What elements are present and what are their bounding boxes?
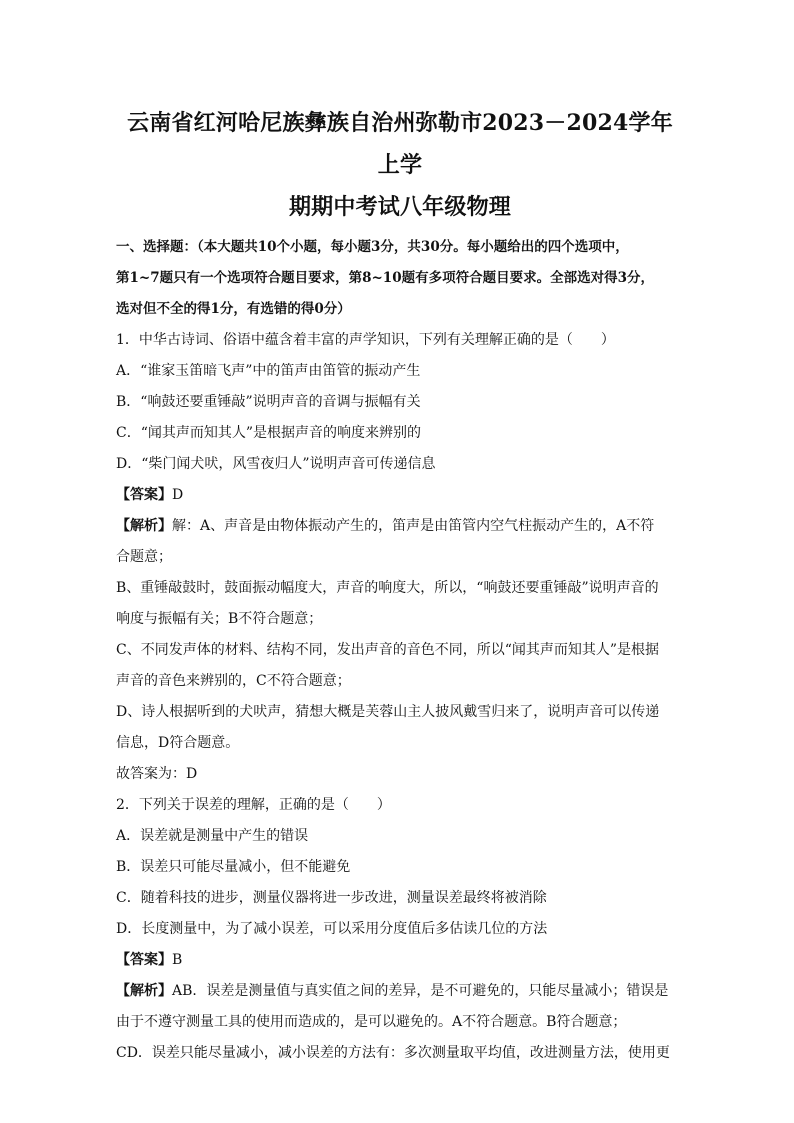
analysis-line: CD．误差只能尽量减小，减小误差的方法有：多次测量取平均值，改进测量方法，使用更 — [116, 1045, 670, 1061]
option-c: C．随着科技的进步，测量仪器将进一步改进，测量误差最终将被消除 — [116, 890, 547, 906]
analysis-line — [116, 976, 684, 1007]
document-title — [116, 102, 684, 228]
analysis-line: 由于不遵守测量工具的使用而造成的，是可以避免的。A不符合题意。B符合题意； — [116, 1014, 627, 1030]
option-b: B．“响鼓还要重锤敲”说明声音的音调与振幅有关 — [116, 394, 421, 410]
answer-value: B — [172, 952, 183, 968]
analysis-line: C、不同发声体的材料、结构不同，发出声音的音色不同，所以“闻其声而知其人”是根据 — [116, 642, 660, 658]
option-a: A．误差就是测量中产生的错误 — [116, 828, 309, 844]
analysis-line: D、诗人根据听到的犬吠声，猜想大概是芙蓉山主人披风戴雪归来了，说明声音可以传递 — [116, 704, 660, 720]
analysis-label: 【解析】 — [116, 518, 172, 534]
analysis-conclusion: 故答案为：D — [116, 766, 198, 782]
question-stem: 2．下列关于误差的理解，正确的是（ ） — [116, 797, 391, 813]
section-line: 第1~7题只有一个选项符合题目要求，第8~10题有多项符合题目要求。全部选对得3分， — [116, 270, 654, 286]
section-line: 一、选择题：（本大题共10个小题，每小题3分，共30分。每小题给出的四个选项中， — [116, 239, 629, 255]
answer-label: 【答案】 — [116, 487, 172, 503]
question-2 — [116, 790, 684, 1069]
option-d: D．长度测量中，为了减小误差，可以采用分度值后多估读几位的方法 — [116, 921, 548, 937]
analysis-text: AB．误差是测量值与真实值之间的差异，是不可避免的，只能尽量减小；错误是 — [172, 983, 669, 999]
analysis-line: B、重锤敲鼓时，鼓面振动幅度大，声音的响度大，所以，“响鼓还要重锤敲”说明声音的 — [116, 580, 659, 596]
analysis-line: 合题意； — [116, 549, 172, 565]
analysis-text: 解：A、声音是由物体振动产生的，笛声是由笛管内空气柱振动产生的，A不符 — [172, 518, 655, 534]
section-instructions — [116, 232, 684, 325]
question-1 — [116, 325, 684, 790]
title-line-2: 期期中考试八年级物理 — [288, 194, 511, 220]
option-b: B．误差只可能尽量减小，但不能避免 — [116, 859, 351, 875]
analysis-line — [116, 511, 684, 542]
title-line-1: 云南省红河哈尼族彝族自治州弥勒市2023－2024学年上学 — [127, 110, 673, 178]
option-a: A．“谁家玉笛暗飞声”中的笛声由笛管的振动产生 — [116, 363, 421, 379]
analysis-label: 【解析】 — [116, 983, 172, 999]
analysis-line: 响度与振幅有关；B不符合题意； — [116, 611, 323, 627]
option-d: D．“柴门闻犬吠，风雪夜归人”说明声音可传递信息 — [116, 456, 436, 472]
analysis-line: 声音的音色来辨别的，C不符合题意； — [116, 673, 351, 689]
answer-label: 【答案】 — [116, 952, 172, 968]
analysis-line: 信息，D符合题意。 — [116, 735, 240, 751]
answer-line — [116, 945, 684, 976]
answer-value: D — [172, 487, 184, 503]
option-c: C．“闻其声而知其人”是根据声音的响度来辨别的 — [116, 425, 422, 441]
section-line: 选对但不全的得1分，有选错的得0分） — [116, 301, 351, 317]
question-stem: 1．中华古诗词、俗语中蕴含着丰富的声学知识，下列有关理解正确的是（ ） — [116, 332, 615, 348]
answer-line — [116, 480, 684, 511]
